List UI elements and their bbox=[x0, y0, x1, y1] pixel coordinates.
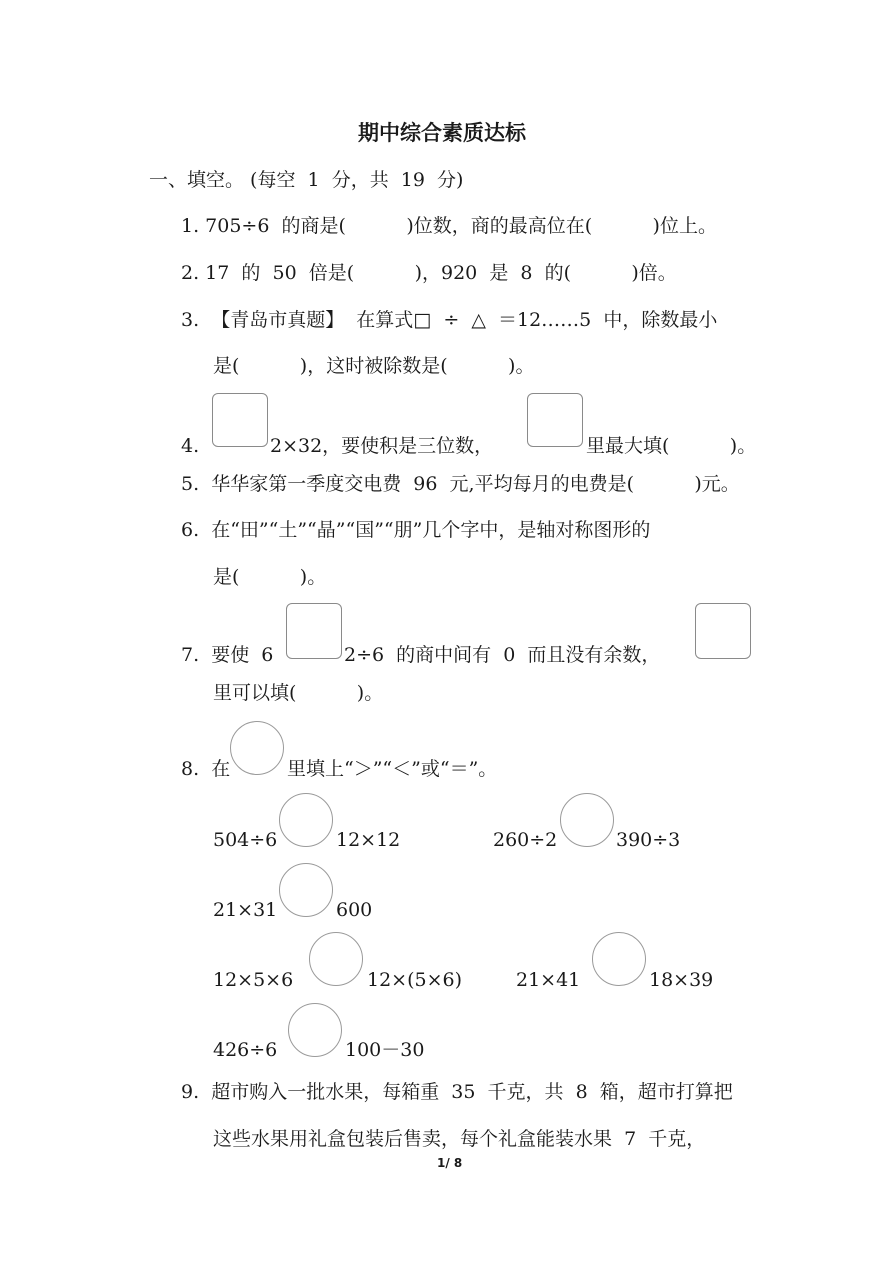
compare-right: 390÷3 bbox=[616, 829, 681, 851]
answer-box bbox=[695, 603, 751, 659]
compare-left: 260÷2 bbox=[493, 829, 558, 851]
compare-right: 18×39 bbox=[649, 969, 714, 991]
question-6-line1: 6. 在“田”“土”“晶”“国”“朋”几个字中，是轴对称图形的 bbox=[181, 519, 651, 541]
question-1: 1. 705÷6 的商是( )位数，商的最高位在( )位上。 bbox=[181, 215, 717, 237]
compare-circle bbox=[288, 1003, 342, 1057]
question-7-text: 2÷6 的商中间有 0 而且没有余数， bbox=[344, 644, 661, 666]
question-3-line2: 是( )，这时被除数是( )。 bbox=[213, 355, 535, 377]
page-number: 1/ 8 bbox=[437, 1156, 463, 1170]
compare-circle bbox=[592, 932, 646, 986]
question-9-line1: 9. 超市购入一批水果，每箱重 35 千克，共 8 箱，超市打算把 bbox=[181, 1081, 733, 1103]
question-8-start: 8. 在 bbox=[181, 758, 231, 780]
question-4-end: 里最大填( )。 bbox=[586, 435, 757, 457]
compare-left: 426÷6 bbox=[213, 1039, 278, 1061]
compare-circle bbox=[279, 793, 333, 847]
question-7-line2: 里可以填( )。 bbox=[213, 682, 384, 704]
question-9-line2: 这些水果用礼盒包装后售卖，每个礼盒能装水果 7 千克， bbox=[213, 1128, 706, 1150]
compare-circle bbox=[560, 793, 614, 847]
section-heading: 一、填空。 (每空 1 分，共 19 分) bbox=[149, 169, 464, 191]
question-7-start: 7. 要使 6 bbox=[181, 644, 274, 666]
question-4-number: 4. bbox=[181, 435, 200, 457]
compare-left: 504÷6 bbox=[213, 829, 278, 851]
compare-right: 12×12 bbox=[336, 829, 401, 851]
question-3-line1: 3. 【青岛市真题】 在算式□ ÷ △ ＝12……5 中，除数最小 bbox=[181, 309, 718, 331]
question-8-text: 里填上“＞”“＜”或“＝”。 bbox=[287, 758, 498, 780]
question-2: 2. 17 的 50 倍是( )，920 是 8 的( )倍。 bbox=[181, 262, 677, 284]
compare-right: 600 bbox=[336, 899, 373, 921]
compare-circle bbox=[309, 932, 363, 986]
compare-right: 12×(5×6) bbox=[367, 969, 463, 991]
question-6-line2: 是( )。 bbox=[213, 566, 327, 588]
question-4-text: 2×32，要使积是三位数， bbox=[270, 435, 494, 457]
question-5: 5. 华华家第一季度交电费 96 元,平均每月的电费是( )元。 bbox=[181, 473, 740, 495]
compare-circle bbox=[230, 721, 284, 775]
compare-right: 100－30 bbox=[345, 1039, 425, 1061]
answer-box bbox=[527, 393, 583, 447]
compare-circle bbox=[279, 863, 333, 917]
answer-box bbox=[212, 393, 268, 447]
answer-box bbox=[286, 603, 342, 659]
compare-left: 21×31 bbox=[213, 899, 278, 921]
compare-left: 12×5×6 bbox=[213, 969, 294, 991]
page-title: 期中综合素质达标 bbox=[358, 121, 526, 145]
compare-left: 21×41 bbox=[516, 969, 581, 991]
